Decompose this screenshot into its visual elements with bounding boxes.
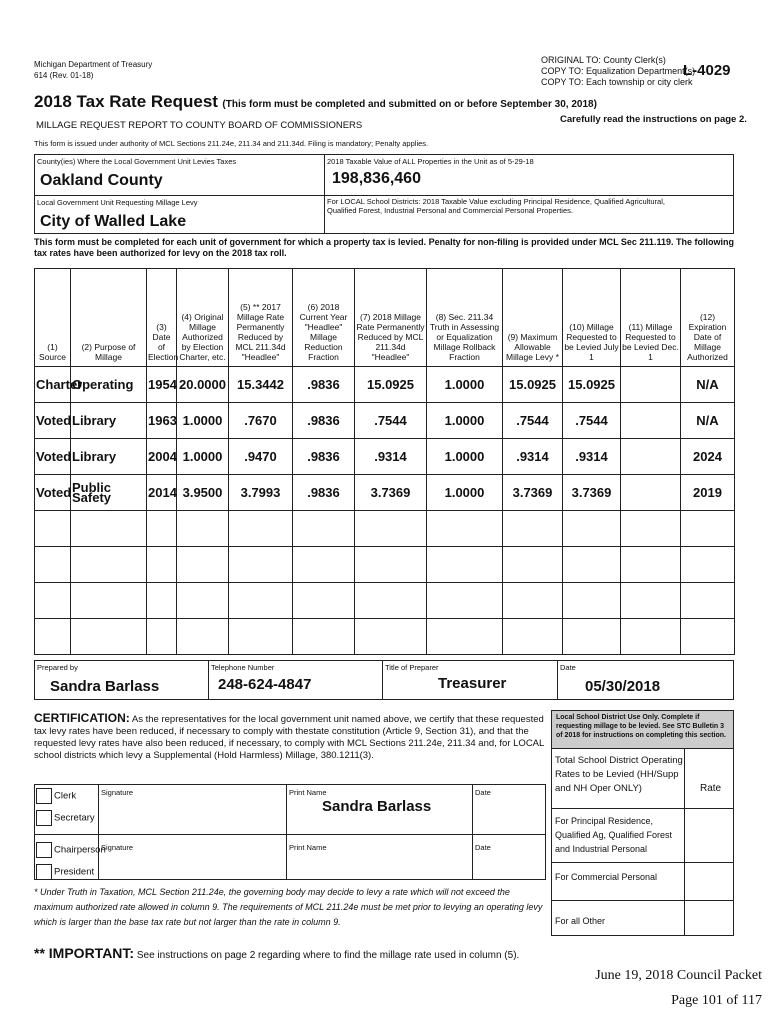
- secretary-label: Secretary: [54, 812, 95, 824]
- school-box-header: Local School District Use Only. Complete if requesting millage to be levied. See STC Bulletin 3 of 2018 for instructions on completing this section.: [556, 714, 726, 739]
- clerk-checkbox[interactable]: [36, 788, 52, 804]
- phone-value[interactable]: 248-624-4847: [218, 676, 312, 693]
- original-to: ORIGINAL TO: County Clerk(s): [541, 55, 666, 65]
- table-cell[interactable]: [681, 619, 735, 655]
- table-cell[interactable]: Library: [71, 403, 147, 439]
- table-cell[interactable]: .7670: [229, 403, 293, 439]
- table-row: [35, 439, 735, 475]
- chairperson-checkbox[interactable]: [36, 842, 52, 858]
- table-cell[interactable]: [229, 511, 293, 547]
- print-name-label-2: Print Name: [289, 843, 327, 852]
- table-cell[interactable]: [621, 367, 681, 403]
- col-header: (10) Millage Requested to be Levied July 1: [563, 269, 621, 367]
- date-value[interactable]: 05/30/2018: [585, 678, 661, 695]
- table-cell[interactable]: [503, 583, 563, 619]
- date-label-2: Date: [475, 843, 491, 852]
- table-cell[interactable]: .9314: [503, 439, 563, 475]
- table-cell[interactable]: 2004: [147, 439, 177, 475]
- table-cell[interactable]: [681, 547, 735, 583]
- table-cell[interactable]: [293, 583, 355, 619]
- footnote: * Under Truth in Taxation, MCL Section 211.24e, the governing body may decide to levy a rate which will not exceed the maximum authorized rate allowed in column 9. The requirements of MCL 211.24e must be met prior to levying an operating levy which is larger than the base tax rate but not larger than the rate in column 9.: [34, 887, 543, 927]
- millage-table: [34, 268, 735, 655]
- date-label: Date: [560, 663, 576, 672]
- form-title-note: (This form must be completed and submitted on or before September 30, 2018): [222, 99, 597, 110]
- table-cell[interactable]: [229, 619, 293, 655]
- table-cell[interactable]: 20.0000: [177, 367, 229, 403]
- table-cell[interactable]: .7544: [503, 403, 563, 439]
- secretary-option[interactable]: [36, 810, 95, 826]
- table-cell[interactable]: Operating: [71, 367, 147, 403]
- taxable-value[interactable]: 198,836,460: [332, 170, 421, 187]
- col-header: (9) Maximum Allowable Millage Levy *: [503, 269, 563, 367]
- table-cell[interactable]: [355, 583, 427, 619]
- school-rate-label: Rate: [700, 783, 722, 794]
- school-total-label: Total School District Operating Rates to be Levied (HH/Supp and NH Oper ONLY): [555, 755, 683, 794]
- clerk-option[interactable]: [36, 788, 76, 804]
- table-cell[interactable]: [621, 547, 681, 583]
- table-cell[interactable]: [563, 583, 621, 619]
- table-cell[interactable]: 3.7993: [229, 475, 293, 511]
- table-cell[interactable]: 1.0000: [177, 403, 229, 439]
- certification-text: [34, 712, 546, 762]
- important-label: ** IMPORTANT:: [34, 945, 135, 961]
- table-cell[interactable]: [35, 583, 71, 619]
- table-cell[interactable]: .7544: [563, 403, 621, 439]
- col-header: (8) Sec. 211.34 Truth in Assessing or Equalization Millage Rollback Fraction: [427, 269, 503, 367]
- table-cell[interactable]: [177, 511, 229, 547]
- phone-label: Telephone Number: [211, 663, 275, 672]
- president-label: President: [54, 866, 95, 878]
- prepared-by-label: Prepared by: [37, 663, 78, 672]
- form-title-line: [34, 92, 597, 112]
- table-cell[interactable]: [621, 511, 681, 547]
- table-cell[interactable]: [681, 511, 735, 547]
- table-cell[interactable]: 3.7369: [563, 475, 621, 511]
- county-value[interactable]: Oakland County: [40, 172, 163, 189]
- table-cell[interactable]: [71, 547, 147, 583]
- copy-to-1: COPY TO: Equalization Department(s): [541, 66, 696, 76]
- page-number: Page 101 of 117: [671, 993, 762, 1008]
- table-cell[interactable]: [621, 475, 681, 511]
- table-cell[interactable]: [147, 511, 177, 547]
- table-cell[interactable]: [35, 619, 71, 655]
- table-cell[interactable]: [681, 583, 735, 619]
- chairperson-option[interactable]: [36, 842, 106, 858]
- president-option[interactable]: [36, 864, 94, 880]
- important-note: [34, 945, 519, 961]
- table-cell[interactable]: 3.7369: [503, 475, 563, 511]
- chairperson-label: Chairperson: [54, 844, 106, 856]
- signature-label-1: Signature: [101, 788, 134, 797]
- table-cell[interactable]: [229, 583, 293, 619]
- table-cell[interactable]: [177, 547, 229, 583]
- table-cell[interactable]: N/A: [681, 403, 735, 439]
- table-cell[interactable]: 3.7369: [355, 475, 427, 511]
- table-cell[interactable]: 2024: [681, 439, 735, 475]
- print-name-label-1: Print Name: [289, 788, 327, 797]
- table-cell[interactable]: [621, 403, 681, 439]
- table-cell[interactable]: [35, 511, 71, 547]
- dept-name: Michigan Department of Treasury: [34, 60, 153, 69]
- table-cell[interactable]: 1.0000: [177, 439, 229, 475]
- table-cell[interactable]: .9836: [293, 439, 355, 475]
- table-cell[interactable]: [621, 439, 681, 475]
- table-cell[interactable]: [355, 511, 427, 547]
- table-cell[interactable]: [71, 511, 147, 547]
- prepared-by-value[interactable]: Sandra Barlass: [50, 678, 160, 695]
- table-cell[interactable]: [71, 583, 147, 619]
- col-header: (7) 2018 Millage Rate Permanently Reduced by MCL 211.34d "Headlee": [355, 269, 427, 367]
- table-cell[interactable]: [147, 583, 177, 619]
- table-cell[interactable]: 2014: [147, 475, 177, 511]
- table-row: [35, 547, 735, 583]
- title-label: Title of Preparer: [385, 663, 439, 672]
- table-cell[interactable]: [563, 511, 621, 547]
- table-cell[interactable]: [147, 619, 177, 655]
- table-cell[interactable]: Library: [71, 439, 147, 475]
- column-headers: [35, 269, 735, 367]
- table-cell[interactable]: 15.3442: [229, 367, 293, 403]
- table-cell[interactable]: [355, 619, 427, 655]
- table-cell[interactable]: .9836: [293, 367, 355, 403]
- table-cell[interactable]: 1963: [147, 403, 177, 439]
- col-header: (6) 2018 Current Year "Headlee" Millage Reduction Fraction: [293, 269, 355, 367]
- table-cell[interactable]: [621, 619, 681, 655]
- table-cell[interactable]: .9470: [229, 439, 293, 475]
- signature-grid: [34, 784, 546, 880]
- table-cell[interactable]: [177, 583, 229, 619]
- table-cell[interactable]: [503, 619, 563, 655]
- table-cell[interactable]: 3.9500: [177, 475, 229, 511]
- table-row: [35, 367, 735, 403]
- table-cell[interactable]: [71, 619, 147, 655]
- form-subtitle: MILLAGE REQUEST REPORT TO COUNTY BOARD OF COMMISSIONERS: [36, 120, 363, 131]
- authority-text: This form is issued under authority of MCL Sections 211.24e, 211.34 and 211.34d. Filing is mandatory; Penalty applies.: [34, 139, 429, 148]
- secretary-checkbox[interactable]: [36, 810, 52, 826]
- table-cell[interactable]: 1.0000: [427, 403, 503, 439]
- table-cell[interactable]: [427, 619, 503, 655]
- unit-value[interactable]: City of Walled Lake: [40, 213, 187, 230]
- certification-heading: CERTIFICATION:: [34, 711, 130, 725]
- taxable-label: 2018 Taxable Value of ALL Properties in the Unit as of 5-29-18: [327, 157, 534, 166]
- president-checkbox[interactable]: [36, 864, 52, 880]
- copy-to-2: COPY TO: Each township or city clerk: [541, 77, 693, 87]
- table-row: [35, 583, 735, 619]
- commercial-personal-label[interactable]: For Commercial Personal: [555, 872, 658, 882]
- table-cell[interactable]: Voted: [35, 439, 71, 475]
- table-cell[interactable]: [355, 547, 427, 583]
- table-cell[interactable]: [427, 547, 503, 583]
- table-cell[interactable]: 15.0925: [355, 367, 427, 403]
- table-row: [35, 475, 735, 511]
- table-row: [35, 619, 735, 655]
- table-cell[interactable]: 1.0000: [427, 367, 503, 403]
- table-cell[interactable]: [35, 547, 71, 583]
- table-cell[interactable]: [293, 619, 355, 655]
- col-header: (3) Date of Election: [147, 269, 177, 367]
- table-cell[interactable]: .9836: [293, 475, 355, 511]
- form-revision: 614 (Rev. 01-18): [34, 71, 94, 80]
- table-cell[interactable]: .9314: [563, 439, 621, 475]
- col-header: (12) Expiration Date of Millage Authorized: [681, 269, 735, 367]
- table-cell[interactable]: 1.0000: [427, 475, 503, 511]
- table-cell[interactable]: 1.0000: [427, 439, 503, 475]
- table-cell[interactable]: [503, 511, 563, 547]
- table-cell[interactable]: [229, 547, 293, 583]
- form-number: L-4029: [683, 62, 731, 79]
- unit-label: Local Government Unit Requesting Millage Levy: [37, 198, 198, 207]
- table-cell[interactable]: [427, 511, 503, 547]
- packet-label: June 19, 2018 Council Packet: [595, 968, 762, 983]
- col-header: (2) Purpose of Millage: [71, 269, 147, 367]
- print-name-value[interactable]: Sandra Barlass: [322, 798, 432, 815]
- table-cell[interactable]: [177, 619, 229, 655]
- table-cell[interactable]: [147, 547, 177, 583]
- col-header: (4) Original Millage Authorized by Election Charter, etc.: [177, 269, 229, 367]
- all-other-label[interactable]: For all Other: [555, 916, 606, 926]
- school-taxable-label: For LOCAL School Districts: 2018 Taxable Value excluding Principal Residence, Qualified Agricultural, Qualified Forest, Industrial Personal and Commercial Personal Properties.: [327, 197, 665, 215]
- table-cell[interactable]: N/A: [681, 367, 735, 403]
- table-cell[interactable]: .9836: [293, 403, 355, 439]
- table-cell[interactable]: 15.0925: [563, 367, 621, 403]
- table-cell[interactable]: [293, 511, 355, 547]
- table-cell[interactable]: [293, 547, 355, 583]
- principal-residence-label[interactable]: For Principal Residence, Qualified Ag, Qualified Forest and Industrial Personal: [555, 816, 673, 854]
- certification-body: As the representatives for the local government unit named above, we certify that these requested tax levy rates have been reduced, if necessary to comply with thestate constitution (Article 9, Section 31), and that the requested levy rates have also been reduced, if necessary, to comply with MCL Sections 211.24e, 211.34 and, for LOCAL school districts which levy a Supplemental (Hold Harmless) Millage, 380.1211(3).: [34, 714, 544, 761]
- table-cell[interactable]: 2019: [681, 475, 735, 511]
- table-cell[interactable]: [427, 583, 503, 619]
- col-header: (1) Source: [35, 269, 71, 367]
- table-cell[interactable]: [503, 547, 563, 583]
- table-cell[interactable]: 1954: [147, 367, 177, 403]
- signature-label-2: Signature: [101, 843, 134, 852]
- table-cell[interactable]: [621, 583, 681, 619]
- important-text: See instructions on page 2 regarding where to find the millage rate used in column (5).: [136, 950, 520, 961]
- table-cell[interactable]: 15.0925: [503, 367, 563, 403]
- col-header: (11) Millage Requested to be Levied Dec. 1: [621, 269, 681, 367]
- county-label: County(ies) Where the Local Government Unit Levies Taxes: [37, 157, 237, 166]
- clerk-label: Clerk: [54, 790, 77, 802]
- form-title: 2018 Tax Rate Request: [34, 92, 218, 111]
- table-cell[interactable]: Charter: [35, 367, 71, 403]
- col-header: (5) ** 2017 Millage Rate Permanently Reduced by MCL 211.34d "Headlee": [229, 269, 293, 367]
- table-cell[interactable]: Public Safety: [71, 475, 147, 511]
- table-cell[interactable]: .7544: [355, 403, 427, 439]
- table-cell[interactable]: [563, 619, 621, 655]
- table-cell[interactable]: Voted: [35, 403, 71, 439]
- instructions-note: Carefully read the instructions on page 2.: [560, 114, 747, 125]
- date-label-1: Date: [475, 788, 491, 797]
- table-row: [35, 403, 735, 439]
- table-cell[interactable]: Voted: [35, 475, 71, 511]
- title-value[interactable]: Treasurer: [438, 675, 507, 692]
- table-cell[interactable]: [563, 547, 621, 583]
- levy-notice: This form must be completed for each unit of government for which a property tax is levied. Penalty for non-filing is provided under MCL Sec 211.119. The following tax rates have been authorized for levy on the 2018 tax roll.: [34, 237, 734, 258]
- routing-block: [541, 55, 695, 88]
- table-cell[interactable]: .9314: [355, 439, 427, 475]
- table-row: [35, 511, 735, 547]
